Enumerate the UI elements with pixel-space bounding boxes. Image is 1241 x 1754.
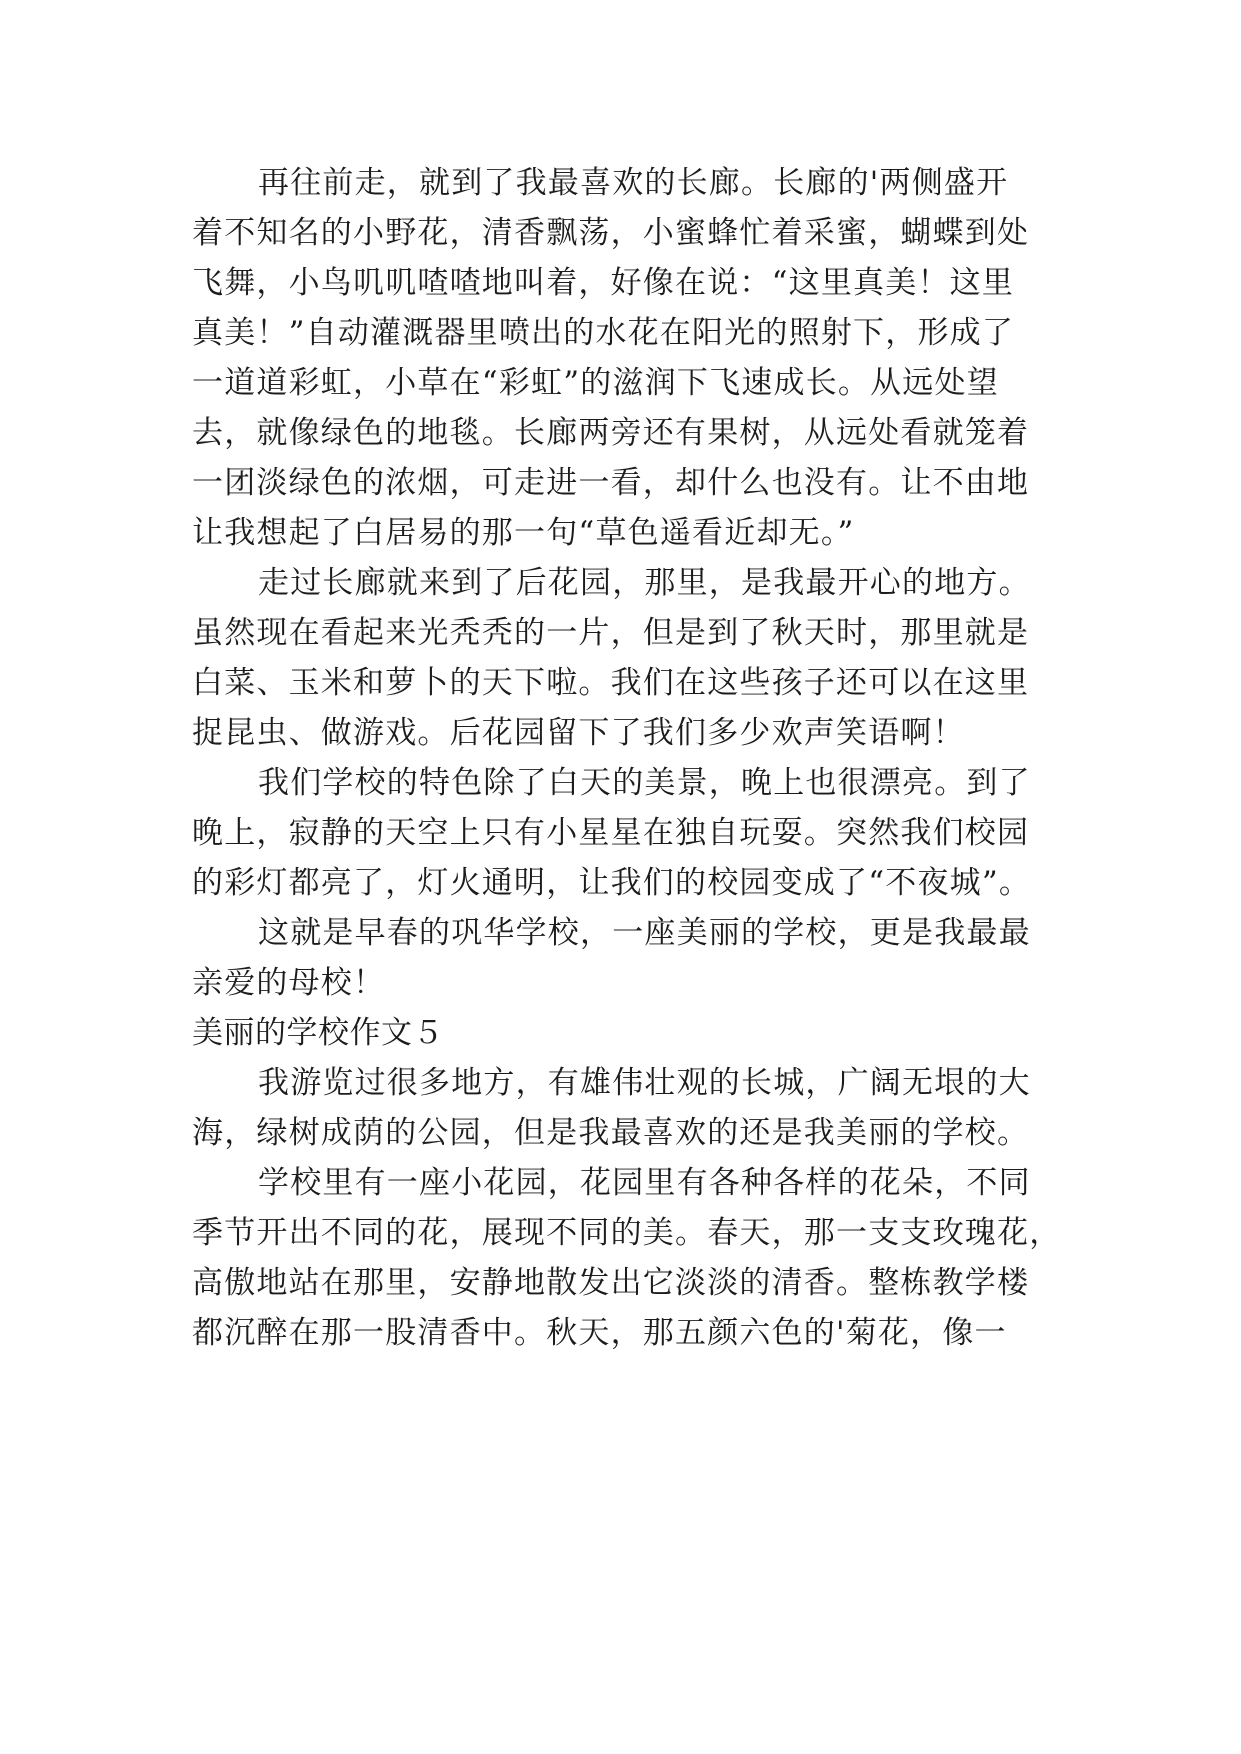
- paragraph-line: 我游览过很多地方，有雄伟壮观的长城，广阔无垠的大: [258, 1065, 1031, 1101]
- paragraph-line: 一团淡绿色的浓烟，可走进一看，却什么也没有。让不由地: [192, 465, 1030, 501]
- paragraph-line: 的彩灯都亮了，灯火通明，让我们的校园变成了“不夜城”。: [192, 865, 1032, 901]
- paragraph-line: 着不知名的小野花，清香飘荡，小蜜蜂忙着采蜜，蝴蝶到处: [192, 215, 1030, 251]
- paragraph-line: 季节开出不同的花，展现不同的美。春天，那一支支玫瑰花，: [192, 1215, 1062, 1251]
- paragraph-line: 捉昆虫、做游戏。后花园留下了我们多少欢声笑语啊！: [192, 715, 965, 751]
- paragraph-line: 再往前走，就到了我最喜欢的长廊。长廊的'两侧盛开: [258, 165, 1009, 201]
- paragraph-line: 高傲地站在那里，安静地散发出它淡淡的清香。整栋教学楼: [192, 1265, 1030, 1301]
- paragraph-line: 一道道彩虹，小草在“彩虹”的滋润下飞速成长。从远处望: [192, 365, 999, 401]
- paragraph-line: 真美！”自动灌溉器里喷出的水花在阳光的照射下，形成了: [192, 315, 1015, 351]
- paragraph-line: 都沉醉在那一股清香中。秋天，那五颜六色的'菊花，像一: [192, 1315, 1007, 1351]
- paragraph-line: 晚上，寂静的天空上只有小星星在独自玩耍。突然我们校园: [192, 815, 1030, 851]
- paragraph-line: 虽然现在看起来光秃秃的一片，但是到了秋天时，那里就是: [192, 615, 1030, 651]
- paragraph-line: 飞舞，小鸟叽叽喳喳地叫着，好像在说：“这里真美！这里: [192, 265, 1015, 301]
- paragraph-line: 走过长廊就来到了后花园，那里，是我最开心的地方。: [258, 565, 1031, 601]
- paragraph-line: 让我想起了白居易的那一句“草色遥看近却无。”: [192, 515, 855, 551]
- paragraph-line: 白菜、玉米和萝卜的天下啦。我们在这些孩子还可以在这里: [192, 665, 1030, 701]
- paragraph-line: 海，绿树成荫的公园，但是我最喜欢的还是我美丽的学校。: [192, 1115, 1030, 1151]
- paragraph-line: 学校里有一座小花园，花园里有各种各样的花朵，不同: [258, 1165, 1031, 1201]
- section-heading: 美丽的学校作文５: [192, 1015, 444, 1051]
- article-body: [192, 158, 1072, 1358]
- paragraph-line: 亲爱的母校！: [192, 965, 386, 1001]
- paragraph-line: 去，就像绿色的地毯。长廊两旁还有果树，从远处看就笼着: [192, 415, 1030, 451]
- paragraph-line: 这就是早春的巩华学校，一座美丽的学校，更是我最最: [258, 915, 1031, 951]
- paragraph-line: 我们学校的特色除了白天的美景，晚上也很漂亮。到了: [258, 765, 1031, 801]
